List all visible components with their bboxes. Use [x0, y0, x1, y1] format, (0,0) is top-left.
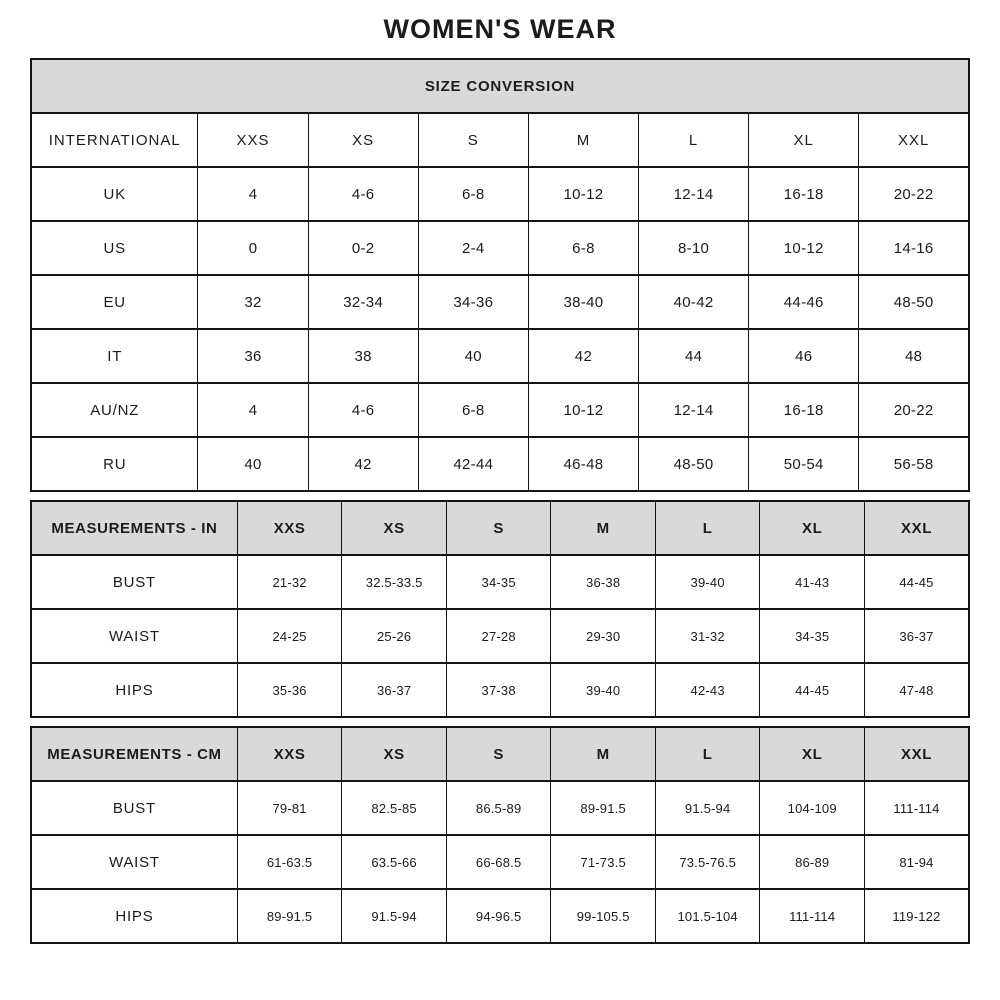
cell-value: 20-22 [859, 167, 969, 221]
cell-value: 86.5-89 [446, 781, 551, 835]
table-row [31, 221, 969, 275]
cell-value: 50-54 [749, 437, 859, 491]
cell-value: 25-26 [342, 609, 447, 663]
row-label: RU [31, 437, 198, 491]
cell-value: 79-81 [237, 781, 342, 835]
cell-value: 47-48 [864, 663, 969, 717]
cell-value: 34-36 [418, 275, 528, 329]
size-column-header: XL [749, 113, 859, 167]
cell-value: 38-40 [528, 275, 638, 329]
cell-value: 48-50 [859, 275, 969, 329]
row-label: WAIST [31, 609, 237, 663]
row-label: AU/NZ [31, 383, 198, 437]
cell-value: 38 [308, 329, 418, 383]
size-column-header: XXL [859, 113, 969, 167]
cell-value: 39-40 [655, 555, 760, 609]
cell-value: 111-114 [864, 781, 969, 835]
table-row [31, 889, 969, 943]
cell-value: 16-18 [749, 167, 859, 221]
cell-value: 32-34 [308, 275, 418, 329]
cell-value: 99-105.5 [551, 889, 656, 943]
size-column-header: XL [760, 501, 865, 555]
cell-value: 34-35 [446, 555, 551, 609]
cell-value: 73.5-76.5 [655, 835, 760, 889]
row-label: UK [31, 167, 198, 221]
cell-value: 36-37 [342, 663, 447, 717]
cell-value: 44 [639, 329, 749, 383]
cell-value: 36 [198, 329, 308, 383]
cell-value: 40 [198, 437, 308, 491]
size-column-header: M [551, 501, 656, 555]
size-column-header: XS [342, 501, 447, 555]
cell-value: 63.5-66 [342, 835, 447, 889]
cell-value: 29-30 [551, 609, 656, 663]
header-row [31, 113, 969, 167]
cell-value: 36-37 [864, 609, 969, 663]
size-column-header: S [446, 727, 551, 781]
header-label: INTERNATIONAL [31, 113, 198, 167]
size-column-header: XS [308, 113, 418, 167]
cell-value: 111-114 [760, 889, 865, 943]
cell-value: 12-14 [639, 167, 749, 221]
table-row [31, 383, 969, 437]
cell-value: 42 [528, 329, 638, 383]
cell-value: 10-12 [528, 383, 638, 437]
size-column-header: XXS [237, 501, 342, 555]
cell-value: 39-40 [551, 663, 656, 717]
cell-value: 2-4 [418, 221, 528, 275]
table-row [31, 275, 969, 329]
cell-value: 82.5-85 [342, 781, 447, 835]
cell-value: 4 [198, 383, 308, 437]
header-label: MEASUREMENTS - IN [31, 501, 237, 555]
row-label: HIPS [31, 889, 237, 943]
cell-value: 71-73.5 [551, 835, 656, 889]
size-column-header: XS [342, 727, 447, 781]
cell-value: 12-14 [639, 383, 749, 437]
tables-host [30, 58, 970, 944]
size-column-header: S [446, 501, 551, 555]
cell-value: 4-6 [308, 383, 418, 437]
cell-value: 20-22 [859, 383, 969, 437]
cell-value: 66-68.5 [446, 835, 551, 889]
size-column-header: L [639, 113, 749, 167]
row-label: IT [31, 329, 198, 383]
cell-value: 34-35 [760, 609, 865, 663]
cell-value: 101.5-104 [655, 889, 760, 943]
cell-value: 14-16 [859, 221, 969, 275]
cell-value: 89-91.5 [237, 889, 342, 943]
cell-value: 16-18 [749, 383, 859, 437]
cell-value: 89-91.5 [551, 781, 656, 835]
measurements-in-table [30, 500, 970, 718]
row-label: EU [31, 275, 198, 329]
cell-value: 94-96.5 [446, 889, 551, 943]
row-label: WAIST [31, 835, 237, 889]
header-row [31, 727, 969, 781]
row-label: US [31, 221, 198, 275]
size-column-header: M [551, 727, 656, 781]
size-column-header: M [528, 113, 638, 167]
cell-value: 42-44 [418, 437, 528, 491]
table-row [31, 781, 969, 835]
cell-value: 56-58 [859, 437, 969, 491]
size-column-header: XXS [198, 113, 308, 167]
cell-value: 32.5-33.5 [342, 555, 447, 609]
table-title: SIZE CONVERSION [31, 59, 969, 113]
table-row [31, 663, 969, 717]
cell-value: 10-12 [528, 167, 638, 221]
cell-value: 91.5-94 [342, 889, 447, 943]
cell-value: 37-38 [446, 663, 551, 717]
cell-value: 0-2 [308, 221, 418, 275]
cell-value: 36-38 [551, 555, 656, 609]
size-column-header: XXS [237, 727, 342, 781]
cell-value: 81-94 [864, 835, 969, 889]
size-column-header: XL [760, 727, 865, 781]
cell-value: 4 [198, 167, 308, 221]
cell-value: 40 [418, 329, 528, 383]
table-row [31, 555, 969, 609]
cell-value: 48-50 [639, 437, 749, 491]
cell-value: 44-46 [749, 275, 859, 329]
cell-value: 21-32 [237, 555, 342, 609]
table-row [31, 167, 969, 221]
cell-value: 40-42 [639, 275, 749, 329]
page-title: WOMEN'S WEAR [383, 14, 617, 44]
cell-value: 27-28 [446, 609, 551, 663]
table-row [31, 609, 969, 663]
size-column-header: L [655, 501, 760, 555]
cell-value: 0 [198, 221, 308, 275]
table-title-row [31, 59, 969, 113]
table-row [31, 835, 969, 889]
size-column-header: XXL [864, 727, 969, 781]
header-row [31, 501, 969, 555]
cell-value: 46-48 [528, 437, 638, 491]
cell-value: 104-109 [760, 781, 865, 835]
cell-value: 44-45 [864, 555, 969, 609]
table-row [31, 329, 969, 383]
measurements-cm-table [30, 726, 970, 944]
cell-value: 6-8 [528, 221, 638, 275]
cell-value: 31-32 [655, 609, 760, 663]
cell-value: 41-43 [760, 555, 865, 609]
cell-value: 61-63.5 [237, 835, 342, 889]
cell-value: 46 [749, 329, 859, 383]
cell-value: 42 [308, 437, 418, 491]
cell-value: 4-6 [308, 167, 418, 221]
size-column-header: S [418, 113, 528, 167]
cell-value: 42-43 [655, 663, 760, 717]
cell-value: 48 [859, 329, 969, 383]
row-label: HIPS [31, 663, 237, 717]
cell-value: 6-8 [418, 383, 528, 437]
cell-value: 119-122 [864, 889, 969, 943]
cell-value: 86-89 [760, 835, 865, 889]
size-conversion-table [30, 58, 970, 492]
cell-value: 24-25 [237, 609, 342, 663]
row-label: BUST [31, 555, 237, 609]
size-column-header: L [655, 727, 760, 781]
cell-value: 8-10 [639, 221, 749, 275]
table-row [31, 437, 969, 491]
cell-value: 91.5-94 [655, 781, 760, 835]
cell-value: 44-45 [760, 663, 865, 717]
cell-value: 6-8 [418, 167, 528, 221]
cell-value: 10-12 [749, 221, 859, 275]
row-label: BUST [31, 781, 237, 835]
cell-value: 35-36 [237, 663, 342, 717]
header-label: MEASUREMENTS - CM [31, 727, 237, 781]
cell-value: 32 [198, 275, 308, 329]
size-column-header: XXL [864, 501, 969, 555]
